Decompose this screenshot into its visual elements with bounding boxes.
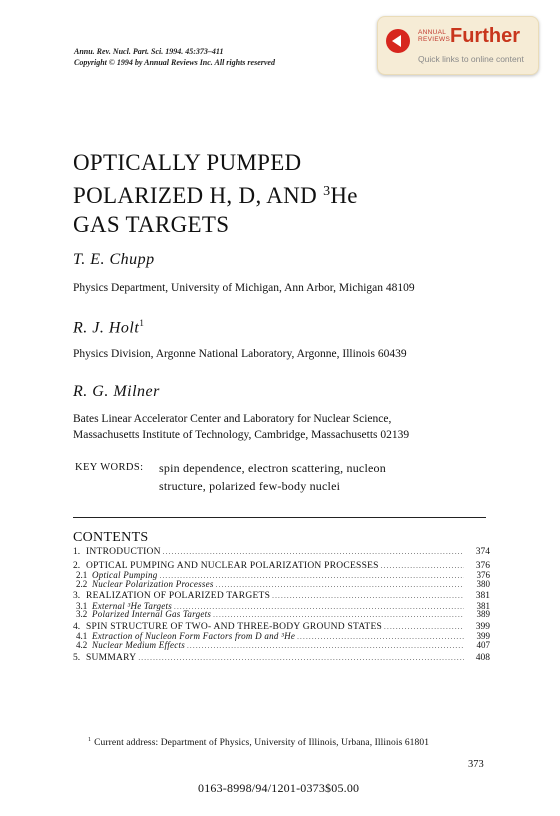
contents-heading: CONTENTS	[73, 530, 149, 545]
toc-page: 381	[475, 591, 490, 602]
toc-label: SUMMARY	[86, 652, 137, 663]
journal-citation	[74, 46, 275, 68]
toc-leader	[384, 622, 464, 633]
badge-brand-line-2: REVIEWS	[418, 36, 451, 43]
toc-label: External ³He Targets	[92, 600, 173, 611]
keywords-line-2: structure, polarized few-body nuclei	[159, 479, 341, 493]
toc-page: 408	[475, 652, 490, 663]
toc-number: 2.2	[76, 578, 88, 589]
toc-page: 389	[476, 609, 490, 620]
author-3	[73, 383, 160, 401]
author-1-affiliation: Physics Department, University of Michigan, Ann Arbor, Michigan 48109	[73, 282, 415, 294]
toc-number: 4.	[73, 621, 81, 632]
issn-price-code: 0163-8998/94/1201-0373$05.00	[198, 781, 360, 795]
toc-number: 3.2	[76, 609, 88, 620]
toc-number: 2.1	[76, 570, 88, 580]
footnote-text: Current address: Department of Physics, University of Illinois, Urbana, Illinois 61801	[94, 738, 430, 748]
toc-page: 381	[476, 600, 490, 611]
toc-leader	[213, 611, 464, 620]
further-links-badge[interactable]	[377, 16, 539, 75]
toc-page: 399	[475, 621, 490, 632]
toc-leader	[187, 642, 464, 651]
toc-number: 3.	[73, 591, 81, 602]
badge-brand-line-1: ANNUAL	[418, 29, 447, 36]
toc-entry[interactable]	[73, 547, 490, 558]
toc-label: Polarized Internal Gas Targets	[92, 609, 212, 620]
toc-leader	[163, 547, 464, 558]
author-2-affiliation: Physics Division, Argonne National Laboratory, Argonne, Illinois 60439	[73, 348, 407, 360]
journal-line-1: Annu. Rev. Nucl. Part. Sci. 1994. 45:373–411	[74, 47, 224, 56]
toc-leader	[272, 591, 464, 602]
toc-entry[interactable]	[73, 653, 490, 664]
author-footnote-mark: 1	[139, 318, 145, 328]
affiliation-line-1: Bates Linear Accelerator Center and Laboratory for Nuclear Science,	[73, 413, 392, 425]
toc-label: OPTICAL PUMPING AND NUCLEAR POLARIZATION PROCESSES	[86, 560, 379, 571]
toc-leader	[138, 653, 464, 664]
toc-page: 376	[476, 570, 490, 580]
toc-leader	[381, 561, 464, 572]
toc-label: INTRODUCTION	[86, 547, 161, 557]
toc-page: 399	[476, 631, 490, 642]
author-name: T. E. Chupp	[73, 251, 155, 268]
toc-leader	[174, 603, 464, 612]
author-3-affiliation	[73, 411, 409, 443]
keywords-line-1: spin dependence, electron scattering, nucleon	[159, 461, 386, 475]
toc-number: 3.1	[76, 600, 88, 611]
toc-label: Extraction of Nucleon Form Factors from D and ³He	[92, 631, 296, 642]
toc-page: 380	[476, 578, 490, 589]
section-divider	[73, 517, 486, 518]
toc-label: Optical Pumping	[92, 570, 158, 580]
title-superscript: 3	[323, 184, 331, 199]
badge-brand	[418, 29, 450, 43]
article-title	[73, 148, 358, 239]
badge-subtitle: Quick links to online content	[418, 54, 524, 64]
toc-label: Nuclear Medium Effects	[92, 639, 185, 650]
toc-page: 407	[476, 639, 490, 650]
affiliation-line-2: Massachusetts Institute of Technology, Cambridge, Massachusetts 02139	[73, 429, 410, 441]
title-line-2-suffix: He	[330, 183, 358, 208]
toc-subentry[interactable]	[73, 610, 490, 619]
author-name: R. J. Holt	[73, 319, 140, 337]
title-line-2-text: POLARIZED H, D, AND	[73, 183, 324, 208]
title-line-1: OPTICALLY PUMPED	[73, 150, 302, 175]
toc-number: 4.1	[76, 631, 88, 642]
toc-page: 374	[475, 547, 490, 557]
toc-subentry[interactable]	[73, 580, 490, 589]
author-2	[73, 318, 144, 337]
author-1	[73, 251, 155, 269]
toc-label: REALIZATION OF POLARIZED TARGETS	[86, 591, 271, 602]
footnote-mark: 1	[88, 737, 92, 743]
toc-label: SPIN STRUCTURE OF TWO- AND THREE-BODY GROUND STATES	[86, 621, 383, 632]
author-name: R. G. Milner	[73, 383, 160, 400]
toc-number: 4.2	[76, 639, 88, 650]
footnote	[88, 737, 429, 748]
badge-title: Further	[450, 25, 520, 47]
speaker-arrow-icon	[386, 29, 410, 53]
toc-leader	[216, 581, 464, 590]
toc-number: 1.	[73, 547, 81, 557]
toc-number: 5.	[73, 652, 81, 663]
title-line-3: GAS TARGETS	[73, 212, 230, 237]
keywords-label: KEY WORDS:	[75, 462, 144, 473]
page-number: 373	[468, 759, 484, 770]
table-of-contents	[73, 547, 490, 663]
toc-page: 376	[475, 560, 490, 571]
toc-label: Nuclear Polarization Processes	[92, 578, 214, 589]
title-line-2	[73, 177, 358, 210]
journal-line-2: Copyright © 1994 by Annual Reviews Inc. All rights reserved	[74, 58, 275, 67]
toc-leader	[297, 633, 464, 642]
keywords-text	[159, 459, 386, 495]
toc-subentry[interactable]	[73, 641, 490, 650]
toc-number: 2.	[73, 560, 81, 571]
